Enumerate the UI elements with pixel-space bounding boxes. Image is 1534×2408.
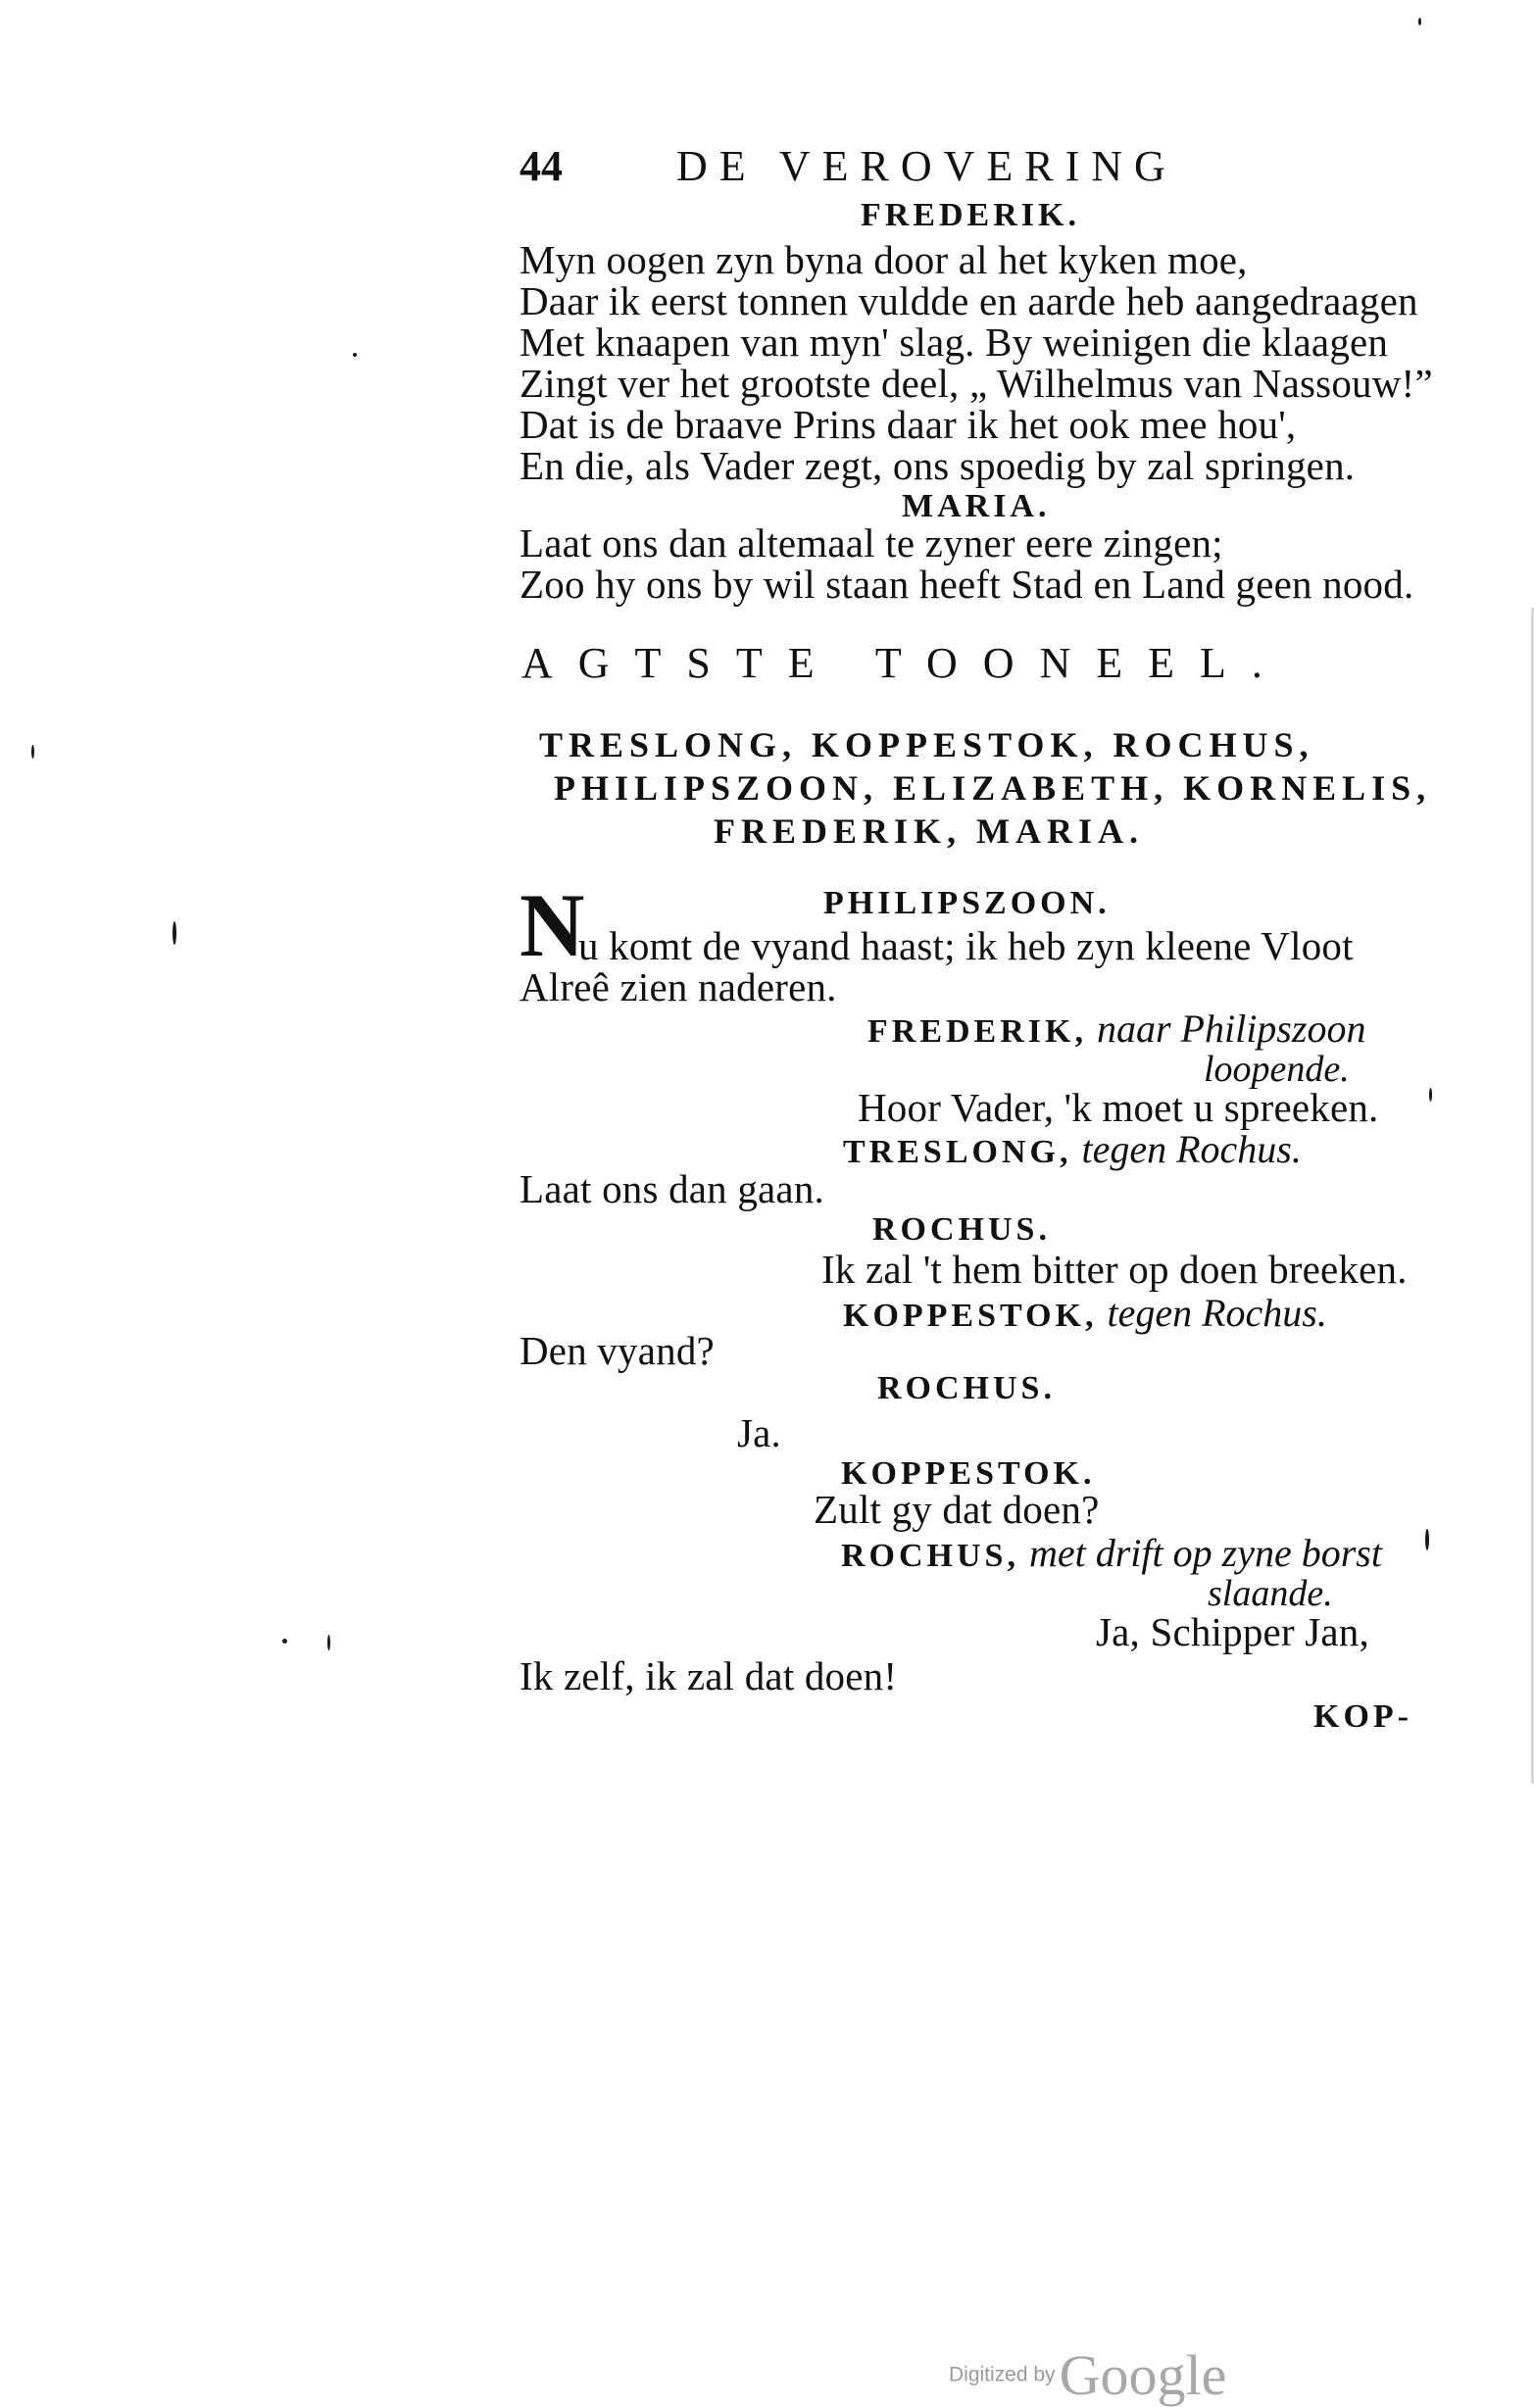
speaker-koppestok: KOPPESTOK, — [843, 1298, 1098, 1334]
speaker-maria: MARIA. — [902, 488, 1051, 524]
speaker-treslong: TRESLONG, — [843, 1134, 1072, 1170]
scan-speck — [1425, 1529, 1429, 1550]
speaker-koppestok: KOPPESTOK. — [841, 1455, 1096, 1492]
scan-speck — [173, 921, 176, 945]
speaker-rochus: ROCHUS. — [872, 1211, 1051, 1248]
verse-line: Zingt ver het grootste deel, „ Wilhelmus van Nassouw!” — [520, 361, 1433, 406]
digitized-by-google-watermark — [949, 2342, 1226, 2408]
scan-speck — [327, 1635, 330, 1650]
speaker-philipszoon: PHILIPSZOON. — [823, 885, 1111, 921]
verse-line: Ja, Schipper Jan, — [1096, 1609, 1369, 1654]
drop-cap: N — [520, 875, 585, 975]
direction-text: met drift op zyne borst — [1028, 1531, 1382, 1575]
verse-line: Laat ons dan gaan. — [520, 1166, 824, 1211]
speaker-rochus: ROCHUS. — [877, 1370, 1056, 1406]
verse-line: Met knaapen van myn' slag. By weinigen die klaagen — [520, 319, 1389, 365]
verse-line: En die, als Vader zegt, ons spoedig by zal springen. — [520, 443, 1356, 488]
verse-line: Den vyand? — [520, 1328, 715, 1373]
verse-line: Dat is de braave Prins daar ik het ook mee hou', — [520, 402, 1297, 447]
running-title: DE VEROVERING — [676, 142, 1177, 190]
verse-line: Hoor Vader, 'k moet u spreeken. — [858, 1085, 1379, 1130]
stage-direction-treslong — [843, 1127, 1302, 1171]
stage-direction-koppestok — [843, 1291, 1327, 1335]
verse-line: Ik zelf, ik zal dat doen! — [520, 1653, 898, 1698]
page-number: 44 — [520, 142, 563, 190]
cast-line: FREDERIK, MARIA. — [714, 811, 1145, 851]
stage-direction-frederik — [867, 1009, 1365, 1049]
verse-line: Myn oogen zyn byna door al het kyken moe, — [520, 237, 1248, 282]
verse-line: Ik zal 't hem bitter op doen breeken. — [821, 1247, 1408, 1292]
verse-line: Alreê zien naderen. — [520, 964, 837, 1009]
google-logo: Google — [1059, 2343, 1227, 2407]
scene-title: AGTSTE TOONEEL. — [521, 639, 1288, 687]
verse-line: Zult gy dat doen? — [814, 1487, 1100, 1532]
direction-text: loopende. — [1204, 1049, 1350, 1090]
verse-line: u komt de vyand haast; ik heb zyn kleene Vloot — [578, 923, 1354, 968]
catchword: KOP- — [1313, 1698, 1412, 1735]
cast-line: TRESLONG, KOPPESTOK, ROCHUS, — [539, 725, 1314, 764]
scan-speck — [282, 1639, 287, 1644]
scan-speck — [1429, 1088, 1432, 1102]
speaker-rochus: ROCHUS, — [841, 1538, 1019, 1574]
direction-text: tegen Rochus. — [1107, 1291, 1327, 1335]
direction-text: tegen Rochus. — [1081, 1127, 1302, 1171]
scan-speck — [1418, 18, 1421, 25]
verse-line: Laat ons dan altemaal te zyner eere zingen; — [520, 520, 1223, 565]
digitized-by-text: Digitized by — [949, 2363, 1056, 2386]
direction-text: naar Philipszoon — [1096, 1007, 1366, 1051]
verse-line: Ja. — [737, 1410, 782, 1455]
scan-speck — [353, 353, 357, 357]
speaker-frederik: FREDERIK, — [867, 1013, 1087, 1050]
cast-line: PHILIPSZOON, ELIZABETH, KORNELIS, — [554, 768, 1432, 808]
direction-text: slaande. — [1208, 1573, 1333, 1614]
verse-line: Zoo hy ons by wil staan heeft Stad en Land geen nood. — [520, 562, 1414, 607]
scan-speck — [31, 745, 34, 759]
stage-direction-rochus — [841, 1531, 1382, 1575]
speaker-frederik: FREDERIK. — [861, 197, 1080, 233]
verse-line: Daar ik eerst tonnen vuldde en aarde heb aangedraagen — [520, 278, 1418, 323]
